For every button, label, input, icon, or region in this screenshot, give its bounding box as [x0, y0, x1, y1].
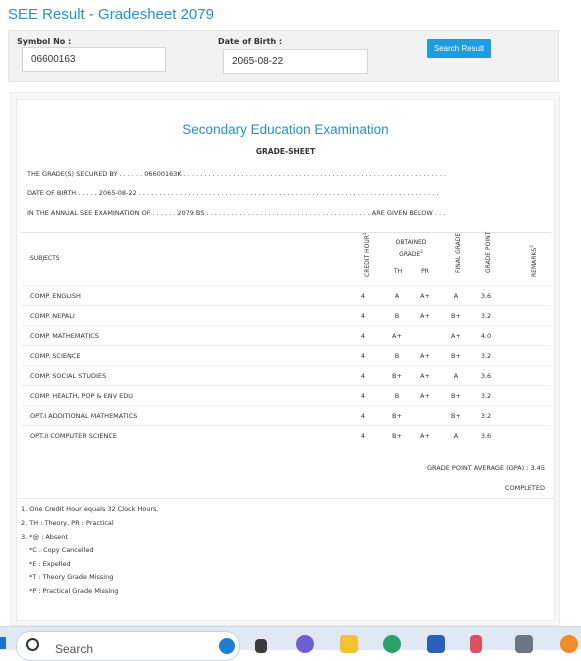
result-status: COMPLETED [505, 484, 545, 492]
final-grade: B+ [451, 312, 461, 320]
symbol-input[interactable]: 06600163 [22, 47, 166, 72]
exam-heading: Secondary Education Examination [182, 122, 389, 137]
note-item: 2. TH : Theory, PR : Practical [21, 519, 114, 527]
col-subjects: SUBJECTS [30, 255, 60, 262]
file-explorer-icon[interactable] [340, 635, 358, 653]
col-grade-point: GRADE POINT [485, 231, 492, 273]
th-grade: B+ [392, 432, 402, 440]
symbol-label: Symbol No : [17, 37, 72, 46]
taskbar [0, 626, 581, 656]
dob-line: DATE OF BIRTH . . . . . 2065-08-22 . . . . . . . . . . . . . . . . . . . . . . . . . . . . . . . . . . . . . . . . . . . . . . . . . . . . . . . . . . . . . . . . . . . . . . . . . [27, 189, 439, 197]
th-grade: A [394, 292, 400, 300]
note-item: *T : Theory Grade Missing [29, 573, 114, 581]
firefox-icon[interactable] [560, 635, 578, 653]
exam-year-line: IN THE ANNUAL SEE EXAMINATION OF . . . . . . 2079 BS . . . . . . . . . . . . . . . . . . . . . . . . . . . . . . . . . . . . . . . . ARE GIVEN BELOW . . . [27, 209, 446, 217]
pr-grade: A+ [420, 372, 430, 380]
col-obtained: OBTAINED [395, 239, 427, 246]
th-grade: A+ [392, 332, 402, 340]
credit-hour: 4 [360, 372, 366, 380]
subject-name: COMP. MATHEMATICS [30, 332, 99, 340]
th-grade: B [394, 392, 400, 400]
store-icon[interactable] [427, 635, 445, 653]
th-grade: B [394, 312, 400, 320]
grade-point: 4.0 [480, 332, 492, 340]
col-remarks: REMARKS$^3$ [529, 245, 538, 277]
col-th: TH [393, 268, 403, 275]
th-grade: B [394, 352, 400, 360]
table-row [21, 325, 551, 346]
table-row [21, 285, 551, 306]
grade-point: 3.2 [480, 352, 492, 360]
table-row [21, 365, 551, 386]
teams-icon[interactable] [296, 635, 314, 653]
edge-icon[interactable] [383, 635, 401, 653]
dob-input[interactable]: 2065-08-22 [223, 49, 368, 74]
grade-point: 3.6 [480, 372, 492, 380]
final-grade: A+ [451, 332, 461, 340]
final-grade: B+ [451, 412, 461, 420]
table-row [21, 345, 551, 366]
note-item: 1. One Credit Hour equals 32 Clock Hours. [21, 505, 159, 513]
office-icon[interactable] [470, 635, 482, 653]
subject-name: COMP. SCIENCE [30, 352, 81, 360]
gpa-value: GRADE POINT AVERAGE (GPA) : 3.45 [427, 464, 545, 472]
col-final-grade: FINAL GRADE [455, 232, 462, 273]
subject-name: OPT.I ADDITIONAL MATHEMATICS [30, 412, 138, 420]
th-grade: B+ [392, 412, 402, 420]
dob-label: Date of Birth : [218, 37, 283, 46]
credit-hour: 4 [360, 332, 366, 340]
secured-by-line: THE GRADE(S) SECURED BY . . . . . . 06600163K . . . . . . . . . . . . . . . . . . . . . . . . . . . . . . . . . . . . . . . . . . . . . . . . . . . . . . . . . . . . . . . . [27, 170, 447, 178]
credit-hour: 4 [360, 392, 366, 400]
grade-point: 3.2 [480, 312, 492, 320]
page-title: SEE Result - Gradesheet 2079 [8, 6, 214, 23]
credit-hour: 4 [360, 352, 366, 360]
credit-hour: 4 [360, 412, 366, 420]
final-grade: B+ [451, 352, 461, 360]
grade-point: 3.2 [480, 412, 492, 420]
search-result-button[interactable]: Search Result [427, 39, 491, 58]
table-row [21, 425, 551, 446]
camera-icon[interactable] [515, 635, 533, 653]
subject-name: OPT.II COMPUTER SCIENCE [30, 432, 117, 440]
gradesheet [16, 99, 555, 621]
col-grade: GRADE$^2$ [399, 249, 423, 258]
pr-grade: A+ [420, 432, 430, 440]
note-item: 3. *@ : Absent [21, 533, 68, 541]
final-grade: A [453, 432, 459, 440]
search-form [8, 30, 559, 82]
search-icon [26, 638, 39, 651]
bing-icon[interactable] [219, 638, 235, 654]
table-row [21, 405, 551, 426]
task-view-icon[interactable] [255, 639, 267, 653]
subject-name: COMP. ENGLISH [30, 292, 81, 300]
credit-hour: 4 [360, 292, 366, 300]
pr-grade: A+ [420, 392, 430, 400]
th-grade: B+ [392, 372, 402, 380]
windows-start-icon[interactable] [0, 637, 6, 649]
grade-point: 3.2 [480, 392, 492, 400]
subject-name: COMP. NEPALI [30, 312, 75, 320]
pr-grade: A+ [420, 292, 430, 300]
table-row [21, 305, 551, 326]
pr-grade: A+ [420, 352, 430, 360]
grade-point: 3.6 [480, 292, 492, 300]
final-grade: B+ [451, 392, 461, 400]
pr-grade: A+ [420, 312, 430, 320]
final-grade: A [453, 292, 459, 300]
gradesheet-subheading: GRADE-SHEET [255, 147, 316, 156]
col-pr: PR [421, 268, 429, 275]
grade-table [21, 231, 551, 440]
taskbar-search[interactable] [16, 631, 240, 661]
note-item: *P : Practical Grade Missing [29, 587, 119, 595]
table-row [21, 385, 551, 406]
taskbar-search-placeholder: Search [55, 642, 94, 656]
note-item: *E : Expelled [29, 560, 71, 568]
col-credit-hour: CREDIT HOUR$^1$ [362, 232, 371, 277]
gradesheet-frame [10, 92, 560, 626]
credit-hour: 4 [360, 312, 366, 320]
grade-point: 3.6 [480, 432, 492, 440]
final-grade: A [453, 372, 459, 380]
subject-name: COMP. HEALTH, POP & ENV EDU [30, 392, 133, 400]
divider [17, 498, 554, 499]
table-header [21, 233, 551, 285]
subject-name: COMP. SOCIAL STUDIES [30, 372, 107, 380]
credit-hour: 4 [360, 432, 366, 440]
note-item: *C : Copy Cancelled [29, 546, 94, 554]
